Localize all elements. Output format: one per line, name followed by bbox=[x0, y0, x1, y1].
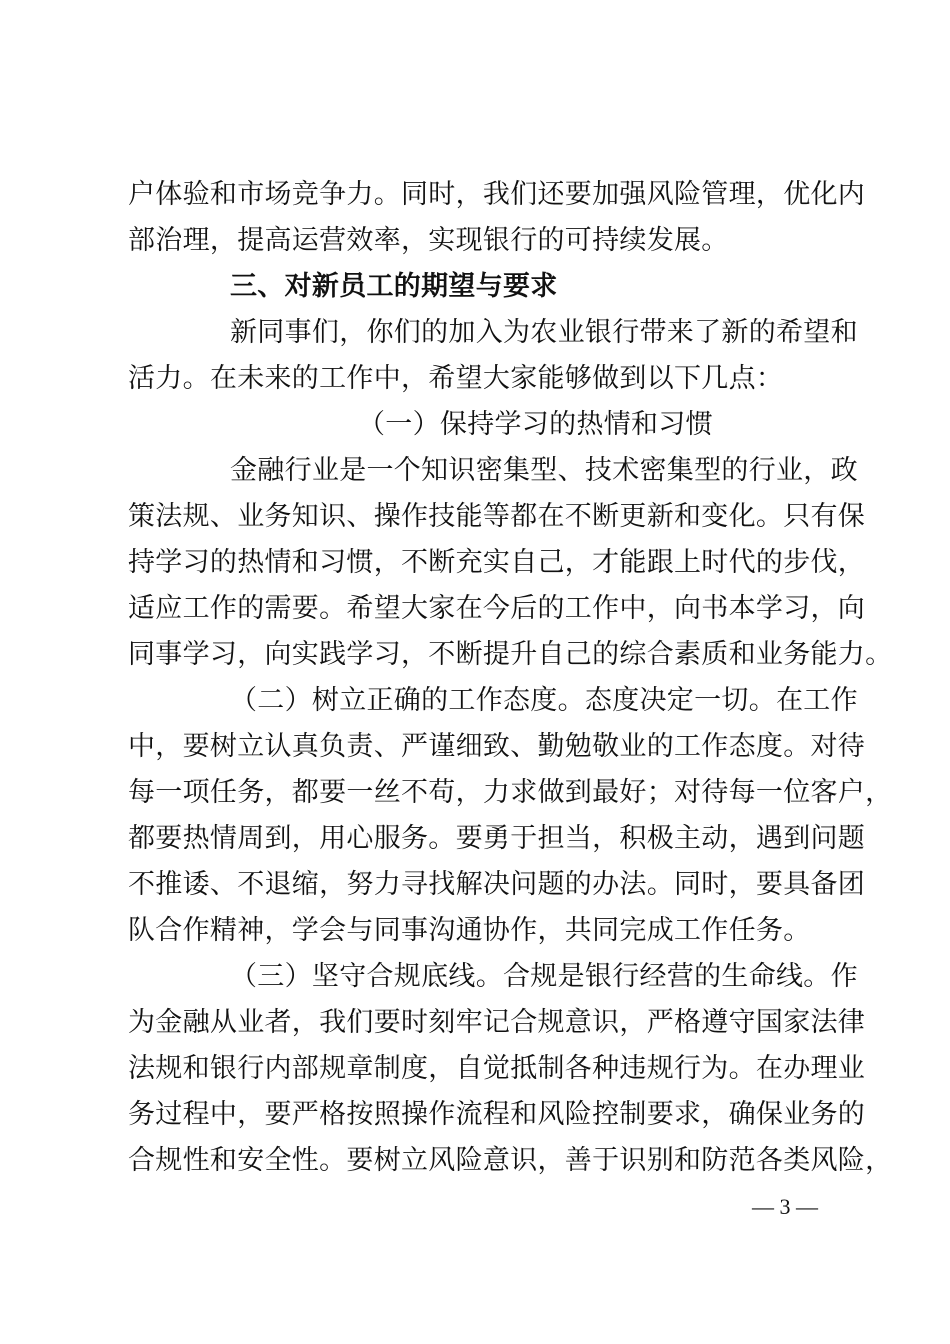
text-line-4: 新同事们，你们的加入为农业银行带来了新的希望和 bbox=[230, 317, 858, 348]
text-line-10: 适应工作的需要。希望大家在今后的工作中，向书本学习，向 bbox=[128, 593, 866, 624]
text-line-2: 部治理，提高运营效率，实现银行的可持续发展。 bbox=[128, 225, 729, 256]
section-heading: 三、对新员工的期望与要求 bbox=[230, 271, 558, 302]
text-line-13: 中，要树立认真负责、严谨细致、勤勉敬业的工作态度。对待 bbox=[128, 731, 866, 762]
text-line-19: 为金融从业者，我们要时刻牢记合规意识，严格遵守国家法律 bbox=[128, 1007, 866, 1038]
text-line-20: 法规和银行内部规章制度，自觉抵制各种违规行为。在办理业 bbox=[128, 1053, 866, 1084]
text-line-15: 都要热情周到，用心服务。要勇于担当，积极主动，遇到问题 bbox=[128, 823, 866, 854]
text-line-22: 合规性和安全性。要树立风险意识，善于识别和防范各类风险， bbox=[128, 1145, 893, 1176]
text-line-7: 金融行业是一个知识密集型、技术密集型的行业，政 bbox=[230, 455, 858, 486]
text-line-5: 活力。在未来的工作中，希望大家能够做到以下几点： bbox=[128, 363, 784, 394]
text-line-21: 务过程中，要严格按照操作流程和风险控制要求，确保业务的 bbox=[128, 1099, 866, 1130]
subsection-heading-2: （二）树立正确的工作态度。态度决定一切。在工作 bbox=[230, 685, 858, 716]
text-line-8: 策法规、业务知识、操作技能等都在不断更新和变化。只有保 bbox=[128, 501, 866, 532]
page-number: — 3 — bbox=[752, 1194, 818, 1219]
text-line-11: 同事学习，向实践学习，不断提升自己的综合素质和业务能力。 bbox=[128, 639, 893, 670]
text-line-9: 持学习的热情和习惯，不断充实自己，才能跟上时代的步伐， bbox=[128, 547, 866, 578]
text-line-14: 每一项任务，都要一丝不苟，力求做到最好；对待每一位客户， bbox=[128, 777, 893, 808]
subsection-heading-1: （一）保持学习的热情和习惯 bbox=[358, 409, 713, 440]
text-line-1: 户体验和市场竞争力。同时，我们还要加强风险管理，优化内 bbox=[128, 179, 866, 210]
text-line-17: 队合作精神，学会与同事沟通协作，共同完成工作任务。 bbox=[128, 915, 811, 946]
subsection-heading-3: （三）坚守合规底线。合规是银行经营的生命线。作 bbox=[230, 961, 858, 992]
text-line-16: 不推诿、不退缩，努力寻找解决问题的办法。同时，要具备团 bbox=[128, 869, 866, 900]
